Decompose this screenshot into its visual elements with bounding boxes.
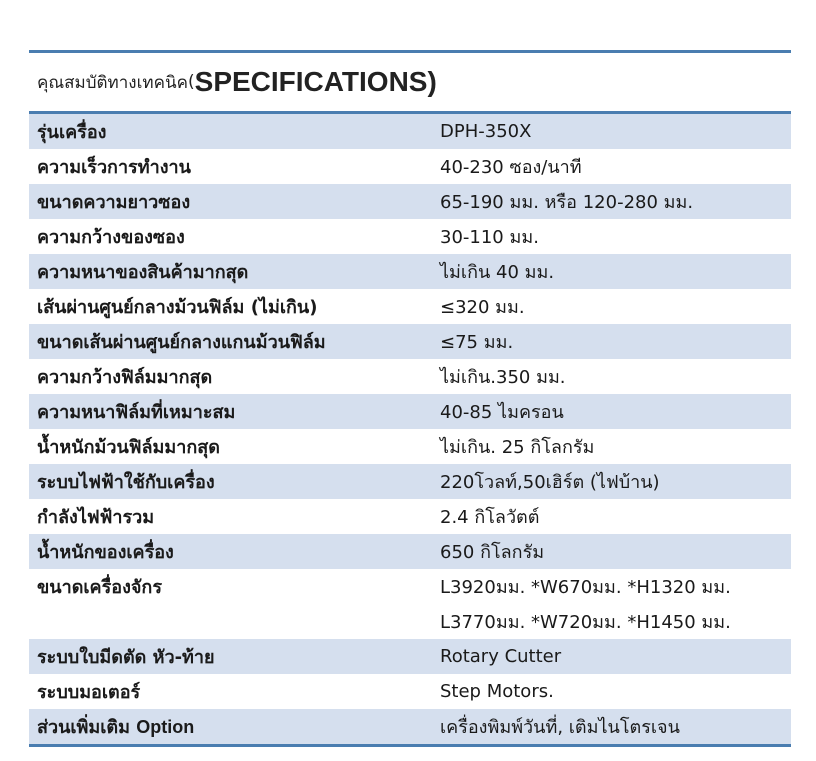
spec-value: ไม่เกิน.350 มม.: [440, 367, 566, 388]
spec-label: เส้นผ่านศูนย์กลางม้วนฟิล์ม (ไม่เกิน): [37, 297, 318, 318]
spec-value: 220โวลท์,50เฮิร์ต (ไฟบ้าน): [432, 464, 791, 499]
spec-label: [29, 604, 432, 639]
spec-label-english: Option: [136, 717, 195, 737]
title-english: SPECIFICATIONS): [194, 66, 437, 97]
spec-value: 30-110 มม.: [440, 227, 539, 248]
spec-table: [29, 114, 791, 744]
spec-label: ขนาดเครื่องจักร: [37, 577, 162, 598]
spec-label: รุ่นเครื่อง: [29, 114, 432, 149]
spec-value: ไม่เกิน. 25 กิโลกรัม: [440, 437, 595, 458]
spec-label: ความเร็วการทำงาน: [37, 157, 191, 178]
spec-label: [29, 709, 432, 744]
spec-value: Rotary Cutter: [432, 639, 791, 674]
spec-label: ความหนาฟิล์มที่เหมาะสม: [29, 394, 432, 429]
spec-row-product-height: [29, 254, 791, 289]
spec-label: ขนาดความยาวซอง: [29, 184, 432, 219]
spec-value: เครื่องพิมพ์วันที่, เติมไนโตรเจน: [432, 709, 791, 744]
spec-row-power-supply: [29, 464, 791, 499]
spec-row-machine-weight: [29, 534, 791, 569]
spec-row-film-roll-weight: [29, 429, 791, 464]
spec-row-machine-dimensions: [29, 569, 791, 604]
spec-row-film-width: [29, 359, 791, 394]
spec-value: DPH-350X: [432, 114, 791, 149]
spec-value: ≤75 มม.: [432, 324, 791, 359]
spec-label: ความกว้างของซอง: [37, 227, 185, 248]
spec-value: 65-190 มม. หรือ 120-280 มม.: [432, 184, 791, 219]
spec-row-bag-length: [29, 184, 791, 219]
spec-row-model: [29, 114, 791, 149]
spec-row-film-roll-diameter: [29, 289, 791, 324]
spec-row-total-power: [29, 499, 791, 534]
section-title: [29, 53, 791, 111]
spec-label: ความกว้างฟิล์มมากสุด: [37, 367, 213, 388]
spec-value: ไม่เกิน 40 มม.: [432, 254, 791, 289]
bottom-divider: [29, 744, 791, 747]
spec-label: ความหนาของสินค้ามากสุด: [29, 254, 432, 289]
spec-label: ระบบใบมีดตัด หัว-ท้าย: [29, 639, 432, 674]
spec-label: ขนาดเส้นผ่านศูนย์กลางแกนม้วนฟิล์ม: [29, 324, 432, 359]
title-open-paren: (: [188, 72, 195, 92]
spec-row-machine-dimensions-alt: [29, 604, 791, 639]
spec-label: น้ำหนักของเครื่อง: [29, 534, 432, 569]
spec-value: 40-230 ซอง/นาที: [440, 157, 582, 178]
spec-label: ระบบมอเตอร์: [37, 682, 141, 703]
spec-value: 650 กิโลกรัม: [432, 534, 791, 569]
spec-value: Step Motors.: [440, 681, 554, 702]
spec-label: ระบบไฟฟ้าใช้กับเครื่อง: [29, 464, 432, 499]
spec-value: L3770มม. *W720มม. *H1450 มม.: [440, 612, 731, 633]
title-thai: คุณสมบัติทางเทคนิค: [37, 72, 188, 93]
spec-label-thai: ส่วนเพิ่มเติม: [37, 717, 130, 738]
spec-value: 40-85 ไมครอน: [432, 394, 791, 429]
spec-value: 2.4 กิโลวัตต์: [440, 507, 540, 528]
spec-row-speed: [29, 149, 791, 184]
spec-label: กำลังไฟฟ้ารวม: [37, 507, 155, 528]
spec-row-cutter: [29, 639, 791, 674]
spec-row-core-diameter: [29, 324, 791, 359]
spec-value: L3920มม. *W670มม. *H1320 มม.: [440, 577, 731, 598]
spec-row-film-thickness: [29, 394, 791, 429]
spec-label: น้ำหนักม้วนฟิล์มมากสุด: [37, 437, 220, 458]
specifications-panel: [29, 50, 791, 747]
spec-value: ≤320 มม.: [440, 297, 525, 318]
spec-row-bag-width: [29, 219, 791, 254]
spec-row-options: [29, 709, 791, 744]
spec-row-motor: [29, 674, 791, 709]
